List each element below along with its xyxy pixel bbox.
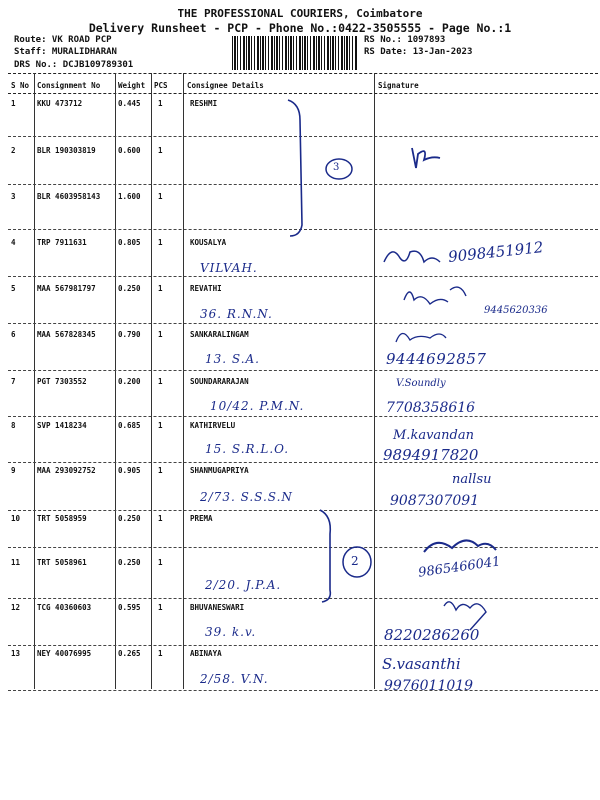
row-phone: 9098451912 xyxy=(447,238,545,266)
row-consignment: NEY 40076995 xyxy=(37,649,92,658)
row-weight: 0.905 xyxy=(118,466,141,475)
row-pcs: 1 xyxy=(158,603,163,612)
row-divider xyxy=(8,276,598,277)
row-consignment: TRP 7911631 xyxy=(37,238,87,247)
row-consignment: MAA 567828345 xyxy=(37,330,96,339)
row-address: 15. S.R.L.O. xyxy=(205,442,290,456)
row-address: VILVAH. xyxy=(200,261,258,275)
row-pcs: 1 xyxy=(158,99,163,108)
row-address: 13. S.A. xyxy=(205,352,260,366)
row-sno: 10 xyxy=(11,514,21,523)
row-sno: 13 xyxy=(11,649,21,658)
row-divider xyxy=(8,547,598,548)
row-sno: 6 xyxy=(11,330,16,339)
row-consignee: ABINAYA xyxy=(190,649,222,658)
row-weight: 0.600 xyxy=(118,146,141,155)
row-consignee: REVATHI xyxy=(190,284,222,293)
header-weight: Weight xyxy=(118,81,146,90)
row-divider xyxy=(8,370,598,371)
row-sno: 5 xyxy=(11,284,16,293)
row-consignee: RESHMI xyxy=(190,99,218,108)
bracket-group-1 xyxy=(288,100,302,236)
row-phone: 9087307091 xyxy=(390,493,480,509)
header-signature: Signature xyxy=(378,81,419,90)
row-divider xyxy=(8,645,598,646)
row-pcs: 1 xyxy=(158,421,163,430)
column-divider xyxy=(151,73,152,689)
row-consignment: MAA 293092752 xyxy=(37,466,96,475)
row-sno: 7 xyxy=(11,377,16,386)
signature-mark xyxy=(404,287,466,304)
signer-name: nallsu xyxy=(452,472,492,487)
row-consignment: KKU 473712 xyxy=(37,99,83,108)
row-phone: 9894917820 xyxy=(383,446,479,464)
row-pcs: 1 xyxy=(158,192,163,201)
row-weight: 1.600 xyxy=(118,192,141,201)
signer-name: V.Soundly xyxy=(396,378,446,389)
table-header-rule xyxy=(8,93,598,94)
row-phone: 9444692857 xyxy=(386,350,487,368)
header-sno: S No xyxy=(11,81,30,90)
row-divider xyxy=(8,416,598,417)
header-consignment: Consignment No xyxy=(37,81,101,90)
row-phone: 9445620336 xyxy=(484,305,548,316)
row-weight: 0.685 xyxy=(118,421,141,430)
column-divider xyxy=(374,73,375,689)
row-weight: 0.250 xyxy=(118,284,141,293)
row-sno: 9 xyxy=(11,466,16,475)
column-divider xyxy=(183,73,184,689)
row-divider xyxy=(8,184,598,185)
bracket-group-2 xyxy=(320,510,330,602)
row-pcs: 1 xyxy=(158,649,163,658)
row-phone: 8220286260 xyxy=(384,626,480,644)
signature-mark xyxy=(412,148,440,168)
header-pcs: PCS xyxy=(154,81,168,90)
row-divider xyxy=(8,462,598,463)
route-label: Route: VK ROAD PCP xyxy=(14,35,112,45)
row-weight: 0.805 xyxy=(118,238,141,247)
row-address: 2/73. S.S.S.N xyxy=(200,490,293,504)
row-pcs: 1 xyxy=(158,377,163,386)
runsheet-subtitle: Delivery Runsheet - PCP - Phone No.:0422-3505555 - Page No.:1 xyxy=(88,21,512,35)
row-consignee: PREMA xyxy=(190,514,213,523)
signature-mark xyxy=(396,333,446,342)
row-address: 39. k.v. xyxy=(205,625,257,639)
row-sno: 11 xyxy=(11,558,21,567)
row-consignment: PGT 7303552 xyxy=(37,377,87,386)
column-divider xyxy=(34,73,35,689)
signer-name: S.vasanthi xyxy=(382,655,461,673)
row-consignee: SANKARALINGAM xyxy=(190,330,249,339)
rs-date: RS Date: 13-Jan-2023 xyxy=(364,47,473,57)
row-consignee: KOUSALYA xyxy=(190,238,227,247)
row-weight: 0.265 xyxy=(118,649,141,658)
row-sno: 12 xyxy=(11,603,21,612)
row-divider xyxy=(8,510,598,511)
row-pcs: 1 xyxy=(158,514,163,523)
column-divider xyxy=(115,73,116,689)
row-consignment: TRT 5058961 xyxy=(37,558,87,567)
row-sno: 1 xyxy=(11,99,16,108)
row-address: 2/58. V.N. xyxy=(200,672,269,686)
row-pcs: 1 xyxy=(158,558,163,567)
rs-number: RS No.: 1097893 xyxy=(364,35,446,45)
row-consignment: BLR 4603958143 xyxy=(37,192,101,201)
row-weight: 0.200 xyxy=(118,377,141,386)
header-consignee: Consignee Details xyxy=(187,81,264,90)
signer-name: M.kavandan xyxy=(393,428,474,443)
row-sno: 4 xyxy=(11,238,16,247)
row-weight: 0.445 xyxy=(118,99,141,108)
row-divider xyxy=(8,598,598,599)
row-divider xyxy=(8,136,598,137)
row-address: 10/42. P.M.N. xyxy=(210,399,305,413)
row-sno: 8 xyxy=(11,421,16,430)
row-consignment: TRT 5058959 xyxy=(37,514,87,523)
row-weight: 0.595 xyxy=(118,603,141,612)
row-sno: 2 xyxy=(11,146,16,155)
table-top-rule xyxy=(8,73,598,74)
row-divider xyxy=(8,323,598,324)
row-divider xyxy=(8,229,598,230)
row-consignee: SOUNDARARAJAN xyxy=(190,377,249,386)
row-address: 2/20. J.P.A. xyxy=(205,578,282,592)
group-count-1: 3 xyxy=(333,162,340,173)
row-address: 36. R.N.N. xyxy=(200,307,273,321)
row-consignee: SHANMUGAPRIYA xyxy=(190,466,249,475)
row-weight: 0.250 xyxy=(118,514,141,523)
page-title: THE PROFESSIONAL COURIERS, Coimbatore xyxy=(177,7,423,20)
row-weight: 0.250 xyxy=(118,558,141,567)
signature-mark xyxy=(384,251,440,262)
row-pcs: 1 xyxy=(158,330,163,339)
row-consignment: SVP 1418234 xyxy=(37,421,87,430)
row-pcs: 1 xyxy=(158,284,163,293)
row-pcs: 1 xyxy=(158,238,163,247)
table-bottom-rule xyxy=(8,690,598,691)
row-consignee: BHUVANESWARI xyxy=(190,603,245,612)
row-phone: 9865466041 xyxy=(417,554,502,581)
group-count-2: 2 xyxy=(351,554,359,568)
row-phone: 7708358616 xyxy=(386,400,476,416)
row-pcs: 1 xyxy=(158,466,163,475)
row-sno: 3 xyxy=(11,192,16,201)
drs-number: DRS No.: DCJB109789301 xyxy=(14,60,134,70)
barcode-image xyxy=(232,36,357,70)
staff-label: Staff: MURALIDHARAN xyxy=(14,47,117,57)
row-pcs: 1 xyxy=(158,146,163,155)
row-consignment: MAA 567981797 xyxy=(37,284,96,293)
row-consignee: KATHIRVELU xyxy=(190,421,236,430)
row-consignment: BLR 190303819 xyxy=(37,146,96,155)
row-phone: 9976011019 xyxy=(384,678,474,694)
row-weight: 0.790 xyxy=(118,330,141,339)
row-consignment: TCG 40360603 xyxy=(37,603,92,612)
